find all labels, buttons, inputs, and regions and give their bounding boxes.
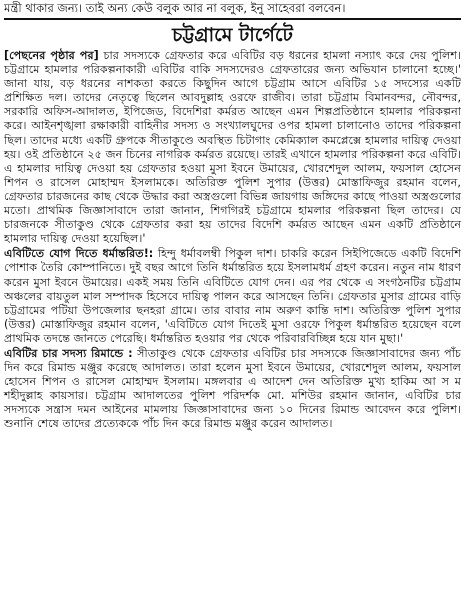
article-paragraph: [4, 347, 461, 432]
article-paragraph: [4, 49, 461, 246]
article-headline: চট্টগ্রামে টার্গেটে: [172, 24, 293, 46]
previous-column-text: মন্ত্রী থাকার জন্য। তাই অন্য কেউ বলুক আর না বলুক, ইনু সাহেবরা বলবেন।: [4, 1, 346, 15]
section-divider: [4, 18, 461, 20]
paragraph-text: সীতাকুণ্ড থেকে গ্রেফতার এবিটির চার সদস্যকে জিজ্ঞাসাবাদের জন্য পাঁচ দিন করে রিমান্ড মঞ্জুর করেছে আদালত। তারা হলেন মুসা ইবনে উমায়ের, খোরশেদুল আলম, ফয়সাল হোসেন শিপন ও রাসেল মোহাম্মদ ইসলাম। মঙ্গলবার এ আদেশ দেন অতিরিক্ত মুখ্য হাকিম আ স ম শহীদুল্লাহ কায়সার। চট্টগ্রাম আদালতের পুলিশ পরিদর্শক মো. মশিউর রহমান জানান, এবিটির চার সদস্যকে সন্ত্রাস দমন আইনের মামলায় জিজ্ঞাসাবাদের জন্য ১০ দিনের রিমান্ড আবেদন করে পুলিশ। শুনানি শেষে তাদের প্রত্যেককে পাঁচ দিন করে রিমান্ড মঞ্জুর করেন আদালত।: [4, 346, 461, 431]
paragraph-text: চার সদস্যকে গ্রেফতার করে এবিটির বড় ধরনের হামলা নস্যাৎ করে দেয় পুলিশ। চট্টগ্রামে হামলার পরিকল্পনাকারী এবিটির বাকি সদস্যদেরও গ্রেফতারের জন্য অভিযান চালানো হচ্ছে।' জানা যায়, বড় ধরনের নাশকতা করতে কিছুদিন আগে চট্টগ্রাম আসে এবিটির ১৫ সদস্যের একটি প্রশিক্ষিত দল। তাদের নেতৃত্বে ছিলেন আবদুল্লাহ ওরফে রাজীব। তারা চট্টগ্রাম বিমানবন্দর, নৌবন্দর, সরকারি অফিস-আদালত, ইপিজেড, বিদেশিরা কর্মরত আছেন এমন শিল্পপ্রতিষ্ঠানে হামলার পরিকল্পনা করে। আইনশৃঙ্খলা রক্ষাকারী বাহিনীর সদস্য ও সংখ্যালঘুদের ওপর হামলা চালানোও তাদের পরিকল্পনা ছিল। তাদের মধ্যে একটি গ্রুপকে সীতাকুণ্ডে অবস্থিত চিটাগাং কেমিক্যাল কমপ্লেক্সে হামলার দায়িত্ব দেওয়া হয়। ওই প্রতিষ্ঠানে ২৫ জন চিনের নাগরিক কর্মরত রয়েছে। তারই এখানে হামলার পরিকল্পনা করে এবিটি। এ হামলার দায়িত্ব দেওয়া হয় গ্রেফতার হওয়া মুসা ইবনে উমায়ের, খোরশেদুল আলম, ফয়সাল হোসেন শিপন ও রাসেল মোহাম্মদ ইসলামকে। অতিরিক্ত পুলিশ সুপার (উত্তর) মোস্তাফিজুর রহমান বলেন, গ্রেফতার চারজনের কাছ থেকে উদ্ধার করা অস্ত্রগুলো বিভিন্ন জায়গায় জঙ্গিদের কাছে পাওয়া অস্ত্রগুলোর মতো। প্রাথমিক জিজ্ঞাসাবাদে তারা জানান, শিগগিরই চট্টগ্রামে হামলার পরিকল্পনা ছিল তাদের। যে চারজনকে সীতাকুণ্ড থেকে গ্রেফতার করা হয় তাদের বিদেশি কর্মরত আছেন এমন একটি প্রতিষ্ঠানে হামলার দায়িত্ব দেওয়া হয়েছিল।': [4, 49, 461, 246]
subheading: এবিটির চার সদস্য রিমান্ডে :: [4, 346, 133, 360]
paragraph-text: হিন্দু ধর্মাবলম্বী পিকুল দাশ। চাকরি করেন সিইপিজেডে একটি বিদেশি পোশাক তৈরি কোম্পানিতে। দুই বছর আগে তিনি ধর্মান্তরিত হয়ে ইসলামধর্ম গ্রহণ করেন। নতুন নাম ধারণ করেন মুসা ইবনে উমায়ের। একই সময় তিনি এবিটিতে যোগ দেন। এর পর থেকে এ সংগঠনটির চট্টগ্রাম অঞ্চলের বায়তুল মাল সম্পাদক হিসেবে দায়িত্ব পালন করে আসছেন তিনি। গ্রেফতার মুসার গ্রামের বাড়ি চট্টগ্রামের পটিয়া উপজেলার ছনহরা গ্রামে। তার বাবার নাম অরুণ কান্তি দাশ। অতিরিক্ত পুলিশ সুপার (উত্তর) মোস্তাফিজুর রহমান বলেন, 'এবিটিতে যোগ দিতেই মুসা ওরফে পিকুল ধর্মান্তরিত হয়েছেন বলে প্রাথমিক তদন্তে জানতে পেরেছি। ধর্মান্তরিত হওয়ার পর থেকে পরিবারবিচ্ছিন্ন হয়ে যান মুছা।': [4, 247, 461, 345]
continuation-marker: [পেছনের পৃষ্ঠার পর]: [4, 49, 99, 62]
subheading: এবিটিতে যোগ দিতে ধর্মান্তরিত!:: [4, 247, 154, 261]
article-paragraph: [4, 247, 461, 346]
newspaper-page: [0, 1, 465, 613]
